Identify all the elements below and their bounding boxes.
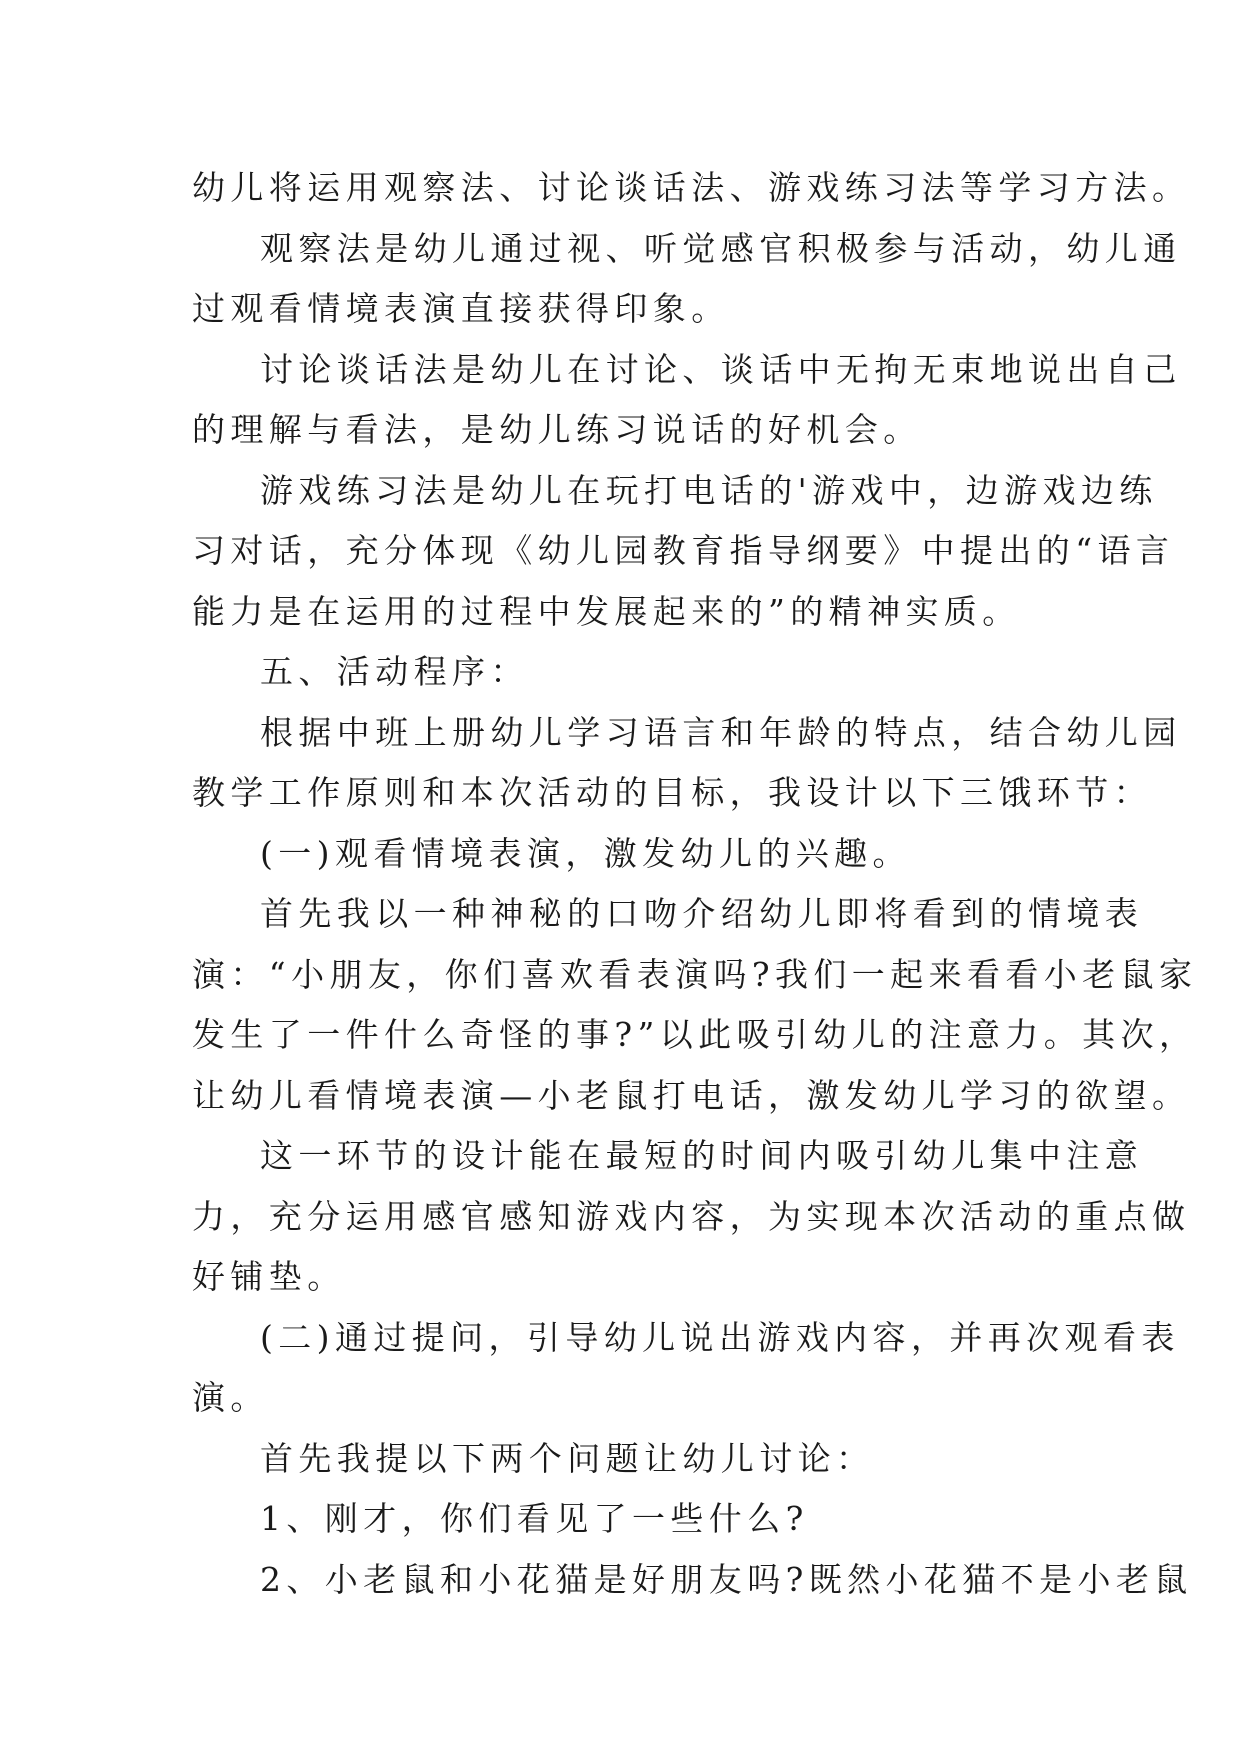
text-line: 力，充分运用感官感知游戏内容，为实现本次活动的重点做 [192,1196,1191,1236]
text-line: 首先我以一种神秘的口吻介绍幼儿即将看到的情境表 [260,894,1144,933]
text-line: 发生了一件什么奇怪的事?”以此吸引幼儿的注意力。其次， [192,1015,1198,1054]
subsection-heading: (一)观看情境表演，激发幼儿的兴趣。 [260,833,911,873]
text-line: 讨论谈话法是幼儿在讨论、谈话中无拘无束地说出自己 [260,349,1182,389]
document-body [192,158,1198,1610]
text-line: 这一环节的设计能在最短的时间内吸引幼儿集中注意 [260,1136,1144,1175]
text-line: 过观看情境表演直接获得印象。 [192,289,730,328]
text-line: 演：“小朋友，你们喜欢看表演吗?我们一起来看看小老鼠家 [192,954,1198,994]
text-line: 首先我提以下两个问题让幼儿讨论： [260,1438,875,1478]
text-line: 好铺垫。 [192,1257,346,1296]
text-line: 的理解与看法，是幼儿练习说话的好机会。 [192,410,922,449]
list-item: 2、小老鼠和小花猫是好朋友吗?既然小花猫不是小老鼠 [260,1559,1193,1599]
text-line: 幼儿将运用观察法、讨论谈话法、游戏练习法等学习方法。 [192,168,1191,207]
text-line: 教学工作原则和本次活动的目标，我设计以下三饿环节： [192,773,1152,812]
text-line: 能力是在运用的过程中发展起来的”的精神实质。 [192,591,1021,631]
section-heading: 五、活动程序： [260,652,529,691]
text-line: 演。 [192,1378,269,1417]
text-line: 习对话，充分体现《幼儿园教育指导纲要》中提出的“语言 [192,531,1175,570]
text-line: 观察法是幼儿通过视、听觉感官积极参与活动，幼儿通 [260,228,1182,268]
subsection-heading: (二)通过提问，引导幼儿说出游戏内容，并再次观看表 [260,1317,1180,1357]
text-line: 让幼儿看情境表演—小老鼠打电话，激发幼儿学习的欲望。 [192,1075,1191,1115]
text-line: 根据中班上册幼儿学习语言和年龄的特点，结合幼儿园 [260,712,1182,752]
list-item: 1、刚才，你们看见了一些什么? [260,1499,809,1538]
text-line: 游戏练习法是幼儿在玩打电话的'游戏中，边游戏边练 [260,470,1158,510]
